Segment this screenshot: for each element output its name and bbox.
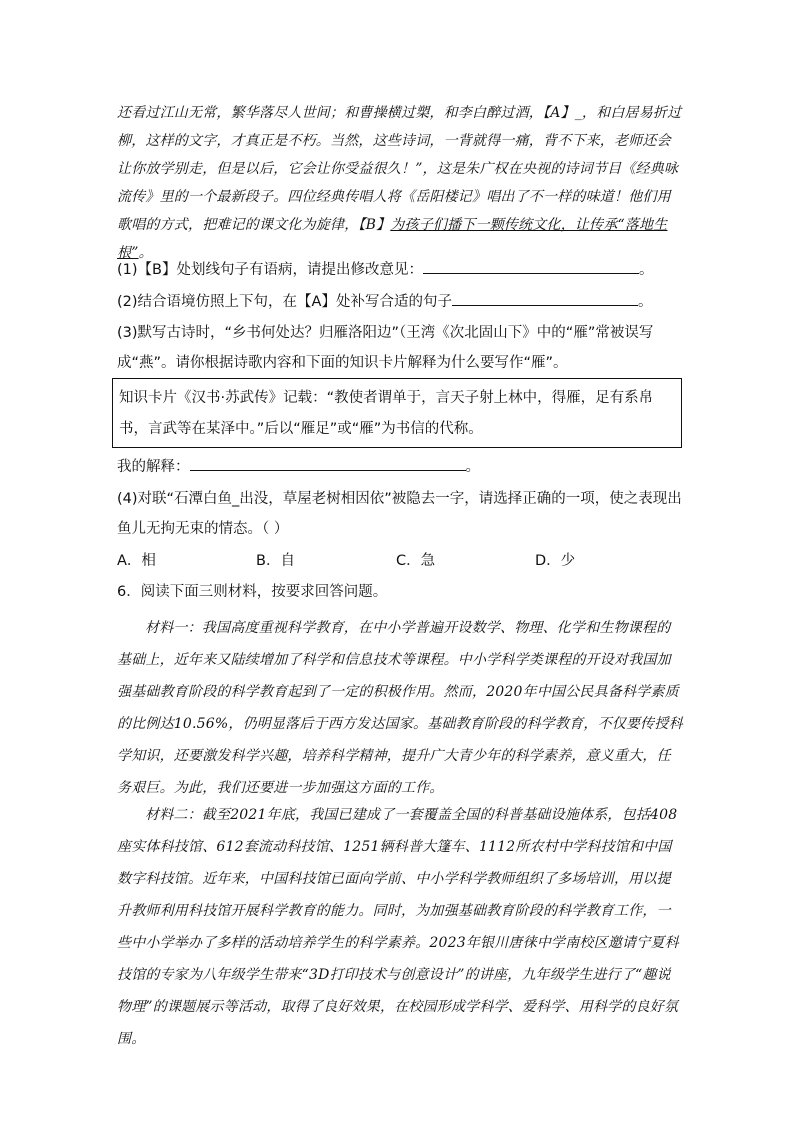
blank-a: _ — [574, 105, 582, 121]
my-answer-end: 。 — [465, 459, 480, 475]
question-1-text: (1)【B】处划线句子有语病，请提出修改意见： — [117, 262, 423, 278]
question-6 — [117, 578, 683, 606]
question-6-text: 6．阅读下面三则材料，按要求回答问题。 — [117, 584, 388, 600]
material-2 — [117, 799, 683, 1055]
question-3-text: (3)默写古诗时，“乡书何处达？归雁洛阳边”（王湾《次北固山下》中的“雁”常被误写成“燕”。请你根据诗歌内容和下面的知识卡片解释为什么要写作“雁”。 — [117, 325, 654, 371]
knowledge-card — [112, 378, 682, 448]
question-2-end: 。 — [637, 294, 653, 310]
mark-b: 【B】 — [358, 217, 391, 233]
option-c[interactable]: C．急 — [396, 553, 436, 569]
question-3 — [117, 318, 683, 378]
top-passage — [117, 99, 683, 267]
passage-text-2: ，和白居易折过柳，这样的文字，才真正是不朽。当然，这些诗词，一背就得一痛，背不下来，老师还会让你放学别走，但是以后，它会让你受益很久！”，这是朱广权在央视的诗词节目《经典咏流传》里的一个最新段子。四位经典传唱人将《岳阳楼记》唱出了不一样的味道！他们用歌唱的方式，把难记的课文化为旋律， — [117, 105, 682, 233]
passage-end: 。 — [138, 245, 153, 261]
underlined-sentence: 为孩子们播下一颗传统文化，让传承“落地生根” — [117, 217, 668, 261]
mark-a: 【A】 — [543, 105, 575, 121]
answer-blank-1[interactable] — [423, 259, 639, 274]
my-answer-label: 我的解释： — [117, 459, 190, 475]
material-2-text: 材料二：截至2021年底，我国已建成了一套覆盖全国的科普基础设施体系，包括408座实体科技馆、612套流动科技馆、1251辆科普大篷车、1112所农村中学科技馆和中国数字科技馆。近年来，中国科技馆已面向学前、中小学科学教师组织了多场培训，用以提升教师利用科技馆开展科学教育的能力。同时，为加强基础教育阶段的科学教育工作，一些中小学举办了多样的活动培养学生的科学素养。2023年银川唐徕中学南校区邀请宁夏科技馆的专家为八年级学生带来“3D打印技术与创意设计”的讲座，九年级学生进行了“趣说物理”的课题展示等活动，取得了良好效果，在校园形成学科学、爱科学、用科学的良好氛围。 — [117, 807, 679, 1047]
option-b[interactable]: B．自 — [256, 553, 295, 569]
question-1-end: 。 — [639, 262, 654, 278]
question-2-text: (2)结合语境仿照上下句，在【A】处补写合适的句子 — [117, 294, 452, 310]
answer-blank-2[interactable] — [452, 291, 638, 306]
question-2 — [117, 288, 683, 316]
my-answer — [117, 453, 683, 481]
option-d[interactable]: D．少 — [535, 553, 576, 569]
option-a[interactable]: A．相 — [117, 553, 156, 569]
answer-blank-3[interactable] — [190, 456, 466, 471]
knowledge-card-text: 知识卡片《汉书·苏武传》记载：“教使者谓单于，言天子射上林中，得雁，足有系帛书，言武等在某泽中。”后以“雁足”或“雁”为书信的代称。 — [119, 390, 654, 437]
material-1 — [117, 612, 683, 804]
passage-text-1: 还看过江山无常，繁华落尽人世间；和曹操横过槊，和李白醉过酒， — [117, 105, 543, 121]
question-4-text: (4)对联“石潭白鱼_出没，草屋老树相因依”被隐去一字，请选择正确的一项，使之表现出鱼儿无拘无束的情态。（ ） — [117, 491, 682, 537]
question-4 — [117, 484, 683, 544]
material-1-text: 材料一：我国高度重视科学教育，在中小学普遍开设数学、物理、化学和生物课程的基础上，近年来又陆续增加了科学和信息技术等课程。中小学科学类课程的开设对我国加强基础教育阶段的科学教育起到了一定的积极作用。然而，2020年中国公民具备科学素质的比例达10.56%，仍明显落后于西方发达国家。基础教育阶段的科学教育，不仅要传授科学知识，还要激发科学兴趣，培养科学精神，提升广大青少年的科学素养，意义重大，任务艰巨。为此，我们还要进一步加强这方面的工作。 — [117, 620, 683, 796]
question-1 — [117, 256, 683, 284]
